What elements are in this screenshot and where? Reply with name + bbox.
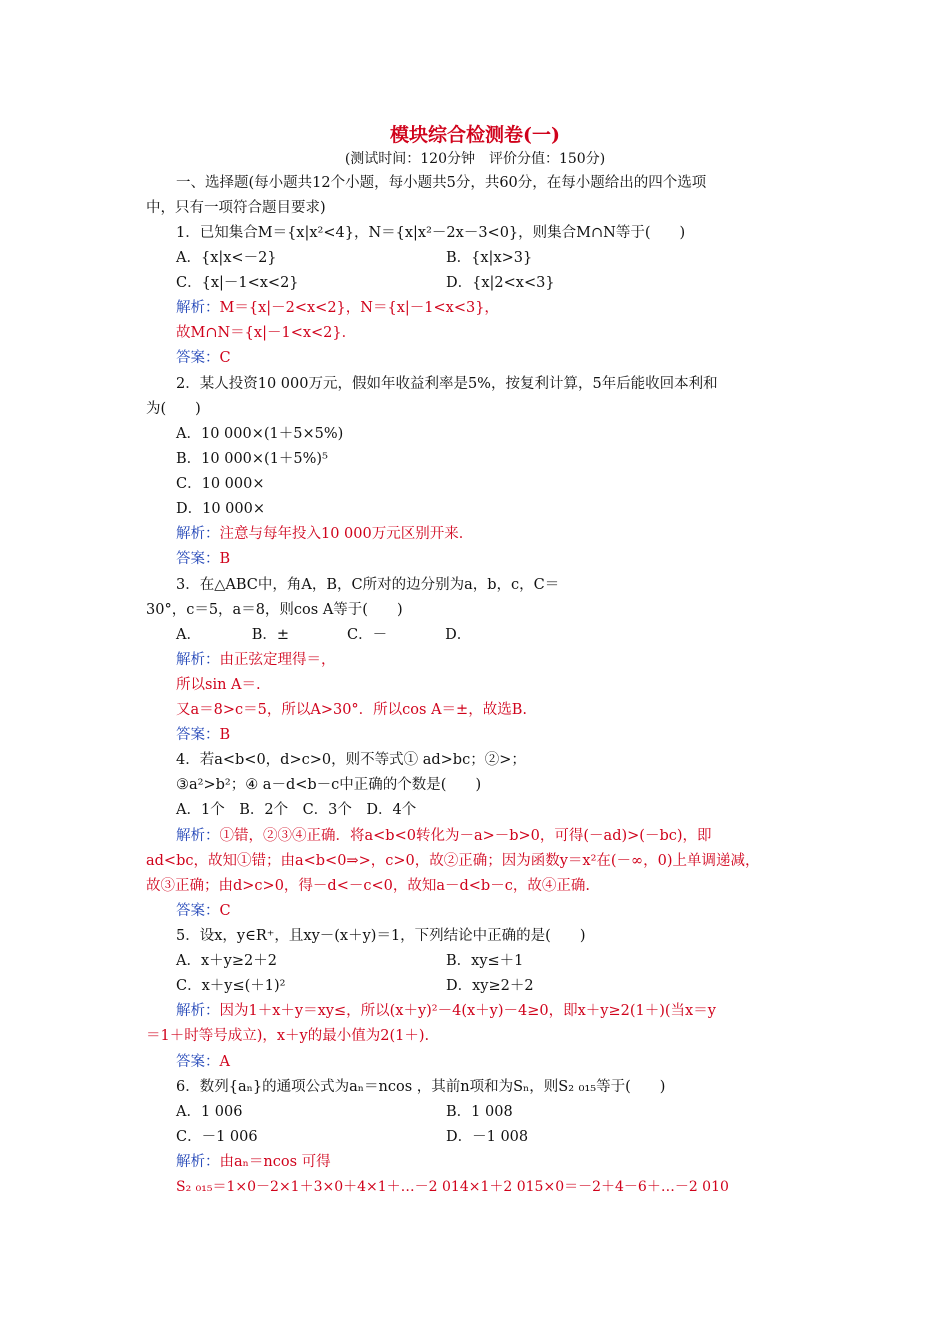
q4-solution-line2: ad<bc，故知①错；由a<b<0⇒>，c>0，故②正确；因为函数y＝x²在(－∞，0)上单调递减，	[146, 853, 760, 869]
q3-stem-cont: 30°，c＝5，a＝8，则cos A等于( )	[146, 602, 403, 618]
q6-solution-line2: S₂ ₀₁₅＝1×0－2×1＋3×0＋4×1＋…－2 014×1＋2 015×0＝－2＋4－6＋…－2 010	[176, 1179, 729, 1195]
q5-stem: 5．设x，y∈R⁺，且xy－(x＋y)＝1，下列结论中正确的是( )	[176, 928, 586, 944]
q2-option-a: A．10 000×(1＋5×5%)	[176, 426, 344, 442]
q5-option-c: C．x＋y≤(＋1)²	[176, 978, 286, 994]
q6-option-a: A．1 006	[176, 1104, 243, 1120]
section-heading-cont: 中，只有一项符合题目要求)	[146, 200, 326, 216]
section-heading: 一、选择题(每小题共12个小题，每小题共5分，共60分，在每小题给出的四个选项	[176, 175, 707, 191]
q2-solution	[176, 524, 856, 544]
q3-solution-line3: 又a＝8>c＝5，所以A>30°．所以cos A＝±，故选B.	[176, 702, 527, 718]
q4-solution-line3: 故③正确；由d>c>0，得－d<－c<0，故知a－d<b－c，故④正确.	[146, 878, 590, 894]
q5-option-b: B．xy≤＋1	[446, 953, 524, 969]
q6-stem: 6．数列{aₙ}的通项公式为aₙ＝ncos ，其前n项和为Sₙ，则S₂ ₀₁₅等于( )	[176, 1079, 666, 1095]
q1-solution-line2: 故M∩N＝{x|－1<x<2}．	[176, 325, 357, 341]
q5-answer	[176, 1052, 856, 1072]
q5-answer-value: A	[219, 1054, 230, 1070]
page-title: 模块综合检测卷(一)	[390, 124, 560, 146]
q5-solution-line1: 因为1＋x＋y＝xy≤，所以(x＋y)²－4(x＋y)－4≥0，即x＋y≥2(1＋)(当x＝y	[219, 1003, 716, 1019]
q3-solution-line2: 所以sin A＝.	[176, 677, 261, 693]
q4-solution	[176, 826, 856, 846]
q2-option-b: B．10 000×(1＋5%)⁵	[176, 451, 328, 467]
q1-option-d: D．{x|2<x<3}	[446, 275, 555, 291]
q4-stem-cont: ③a²>b²；④ a－d<b－c中正确的个数是( )	[176, 777, 482, 793]
q3-options: A． B．± C．－ D．	[176, 627, 472, 643]
q1-solution	[176, 298, 856, 318]
q2-option-d: D．10 000×	[176, 501, 266, 517]
solution-label: 解析：	[176, 300, 220, 316]
solution-label: 解析：	[176, 526, 220, 542]
q2-solution-text: 注意与每年投入10 000万元区别开来．	[219, 526, 474, 542]
q1-option-c: C．{x|－1<x<2}	[176, 275, 299, 291]
q2-answer	[176, 549, 856, 569]
q4-stem: 4．若a<b<0，d>c>0，则不等式① ad>bc；②>；	[176, 752, 526, 768]
q2-option-c: C．10 000×	[176, 476, 265, 492]
q4-options: A．1个 B．2个 C．3个 D．4个	[176, 802, 417, 818]
q2-stem-cont: 为( )	[146, 401, 201, 417]
q3-answer-value: B	[219, 727, 231, 743]
q6-option-b: B．1 008	[446, 1104, 513, 1120]
page-subtitle: (测试时间：120分钟 评价分值：150分)	[344, 151, 606, 167]
q1-option-a: A．{x|x<－2}	[176, 250, 277, 266]
solution-label: 解析：	[176, 1154, 220, 1170]
q4-solution-line1: ①错，②③④正确．将a<b<0转化为－a>－b>0，可得(－ad)>(－bc)，即	[219, 828, 712, 844]
q1-option-b: B．{x|x>3}	[446, 250, 533, 266]
q1-solution-line1: M＝{x|－2<x<2}，N＝{x|－1<x<3}，	[219, 300, 499, 316]
answer-label: 答案：	[176, 903, 220, 919]
q3-solution-line1: 由正弦定理得＝，	[219, 652, 336, 668]
q6-options-cd	[176, 1127, 856, 1147]
q5-solution	[176, 1001, 856, 1021]
q1-stem: 1．已知集合M＝{x|x²<4}，N＝{x|x²－2x－3<0}，则集合M∩N等于( )	[176, 225, 686, 241]
q1-answer	[176, 348, 856, 368]
q6-solution	[176, 1152, 856, 1172]
q5-options-cd	[176, 976, 856, 996]
answer-label: 答案：	[176, 727, 220, 743]
q4-answer	[176, 901, 856, 921]
q1-options-cd	[176, 273, 856, 293]
answer-label: 答案：	[176, 350, 220, 366]
q6-option-c: C．－1 006	[176, 1129, 258, 1145]
q3-solution	[176, 650, 856, 670]
q5-solution-line2: ＝1＋时等号成立)，x＋y的最小值为2(1＋).	[146, 1028, 430, 1044]
q6-options-ab	[176, 1102, 856, 1122]
q2-stem: 2．某人投资10 000万元，假如年收益利率是5%，按复利计算，5年后能收回本利和	[176, 376, 718, 392]
solution-label: 解析：	[176, 1003, 220, 1019]
q5-options-ab	[176, 951, 856, 971]
q3-answer	[176, 725, 856, 745]
q6-option-d: D．－1 008	[446, 1129, 529, 1145]
q1-answer-value: C	[219, 350, 231, 366]
solution-label: 解析：	[176, 652, 220, 668]
answer-label: 答案：	[176, 1054, 220, 1070]
q4-answer-value: C	[219, 903, 231, 919]
q6-solution-line1: 由aₙ＝ncos 可得	[219, 1154, 331, 1170]
q3-stem: 3．在△ABC中，角A，B，C所对的边分别为a，b，c，C＝	[176, 577, 560, 593]
q2-answer-value: B	[219, 551, 231, 567]
solution-label: 解析：	[176, 828, 220, 844]
q5-option-d: D．xy≥2＋2	[446, 978, 534, 994]
answer-label: 答案：	[176, 551, 220, 567]
q5-option-a: A．x＋y≥2＋2	[176, 953, 277, 969]
q1-options-ab	[176, 248, 856, 268]
